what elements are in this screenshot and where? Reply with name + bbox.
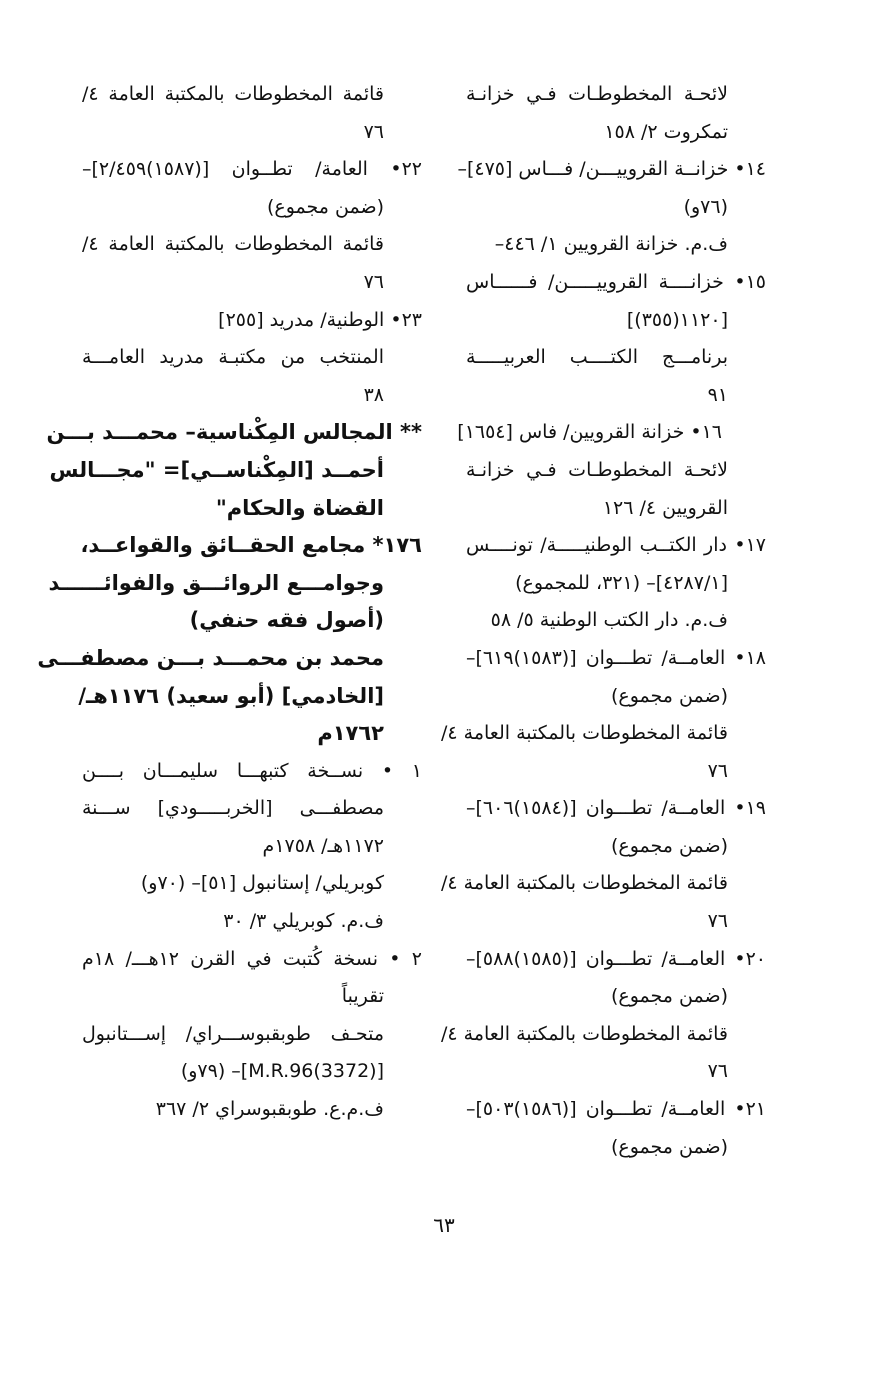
text-line: محمد بن محمـــد بـــن مصطفـــى [37,645,384,670]
text-line: (ضمن مجموع) [266,195,384,218]
text-line: تمكروت ٢/ ١٥٨ [604,120,728,143]
text-line: ١ • نســخة كتبهـــا سليمـــان بــــن [82,759,422,782]
text-line: كوبريلي/ إستانبول [٥١]– (٧٠و) [140,872,384,895]
text-line: ٧٦ [707,1060,728,1083]
text-line: ٢٠• العامــة/ تطـــوان [(١٥٨٥)٥٨٨]– [466,947,766,970]
text-line: برنامـــج الكتــــب العربيـــــة [466,346,728,369]
text-line: القرويين ٤/ ١٢٦ [602,496,728,519]
text-line: لائحـة المخطوطـات فـي خزانـة [466,83,728,105]
text-line: [٤٢٨٧/١]– (٣٢١، للمجموع) [515,571,728,594]
text-line: ٧٦ [363,120,384,143]
text-line: ٢٣• الوطنية/ مدريد [٢٥٥] [218,308,422,331]
text-line: [الخادمي] (أبو سعيد) ١١٧٦هـ/ [78,683,384,708]
text-line: (أصول فقه حنفي) [189,608,384,633]
text-line: ف.م. دار الكتب الوطنية ٥/ ٥٨ [490,609,728,632]
text-line: قائمة المخطوطات بالمكتبة العامة ٤/ [440,872,728,895]
text-line: (ضمن مجموع) [610,1135,728,1158]
text-line: ١٨• العامــة/ تطـــوان [(١٥٨٣)٦١٩]– [466,646,766,669]
text-line: ف.م. كوبريلي ٣/ ٣٠ [223,910,384,933]
text-line: [(3372)M.R.96]– (٧٩و) [180,1060,384,1083]
text-line: (ضمن مجموع) [610,684,728,707]
text-line: قائمة المخطوطات بالمكتبة العامة ٤/ [82,83,384,105]
page-number: ٦٣ [433,1213,455,1237]
text-line: ** المجالس المِكْناسية– محمـــد بـــن [46,420,422,445]
text-line: ف.م. خزانة القرويين ١/ ٤٤٦– [494,233,728,256]
left-text-column [37,76,422,1129]
text-line: وجوامـــع الروائـــق والفوائــــــد [48,570,384,595]
text-line: قائمة المخطوطات بالمكتبة العامة ٤/ [440,722,728,745]
text-line: (ضمن مجموع) [610,985,728,1008]
text-line: قائمة المخطوطات بالمكتبة العامة ٤/ [440,1022,728,1045]
text-line: (٧٦و) [683,195,728,218]
text-line: لائحـة المخطوطـات فـي خزانـة [466,458,728,481]
text-line: القضاة والحكام" [215,495,384,520]
text-line: ١٩• العامــة/ تطـــوان [(١٥٨٤)٦٠٦]– [466,797,766,820]
right-text-column [440,76,766,1166]
text-line: تقريباً [341,985,384,1008]
text-line: (ضمن مجموع) [610,834,728,857]
text-line: ١٥• خزانــــة القروييـــــن/ فــــــاس [466,270,766,293]
text-line: ٧٦ [707,759,728,782]
text-line: [١١٢٠(٣٥٥)] [626,308,728,331]
text-line: ١٤• خزانــة القروييـــن/ فـــاس [٤٧٥]– [457,158,766,181]
text-line: ف.م.ع. طوبقبوسراي ٢/ ٣٦٧ [155,1098,384,1121]
text-line: قائمة المخطوطات بالمكتبة العامة ٤/ [82,233,384,256]
text-line: ١٧• دار الكتــب الوطنيـــــة/ تونــــس [466,534,766,557]
text-line: ١٧٦٢م [317,721,384,746]
text-line: ٣٨ [363,383,384,406]
text-line: ٩١ [707,383,728,406]
text-line: متحـف طوبقبوســـراي/ إســـتانبول [82,1022,384,1045]
text-line: أحمــد [المِكْناســي]= "مجـــالس [49,457,384,482]
text-line: المنتخب من مكتبـة مدريد العامـــة [82,346,384,369]
text-line: ١١٧٢هـ/ ١٧٥٨م [262,834,384,857]
text-line: ٧٦ [363,270,384,293]
text-line: ٢٢• العامة/ تطــوان [(١٥٨٧)٢/٤٥٩]– [82,158,422,181]
text-line: ٢ • نسخة كُتبت في القرن ١٢هـــ/ ١٨م [82,947,422,970]
text-line: ١٦• خزانة القرويين/ فاس [١٦٥٤] [457,421,722,444]
text-line: ٢١• العامــة/ تطـــوان [(١٥٨٦)٥٠٣]– [466,1098,766,1121]
text-line: مصطفـــى [الخربـــــودي] ســـنة [82,797,384,820]
text-line: ١٧٦* مجامع الحقــائق والقواعــد، [80,533,422,558]
text-line: ٧٦ [707,910,728,933]
